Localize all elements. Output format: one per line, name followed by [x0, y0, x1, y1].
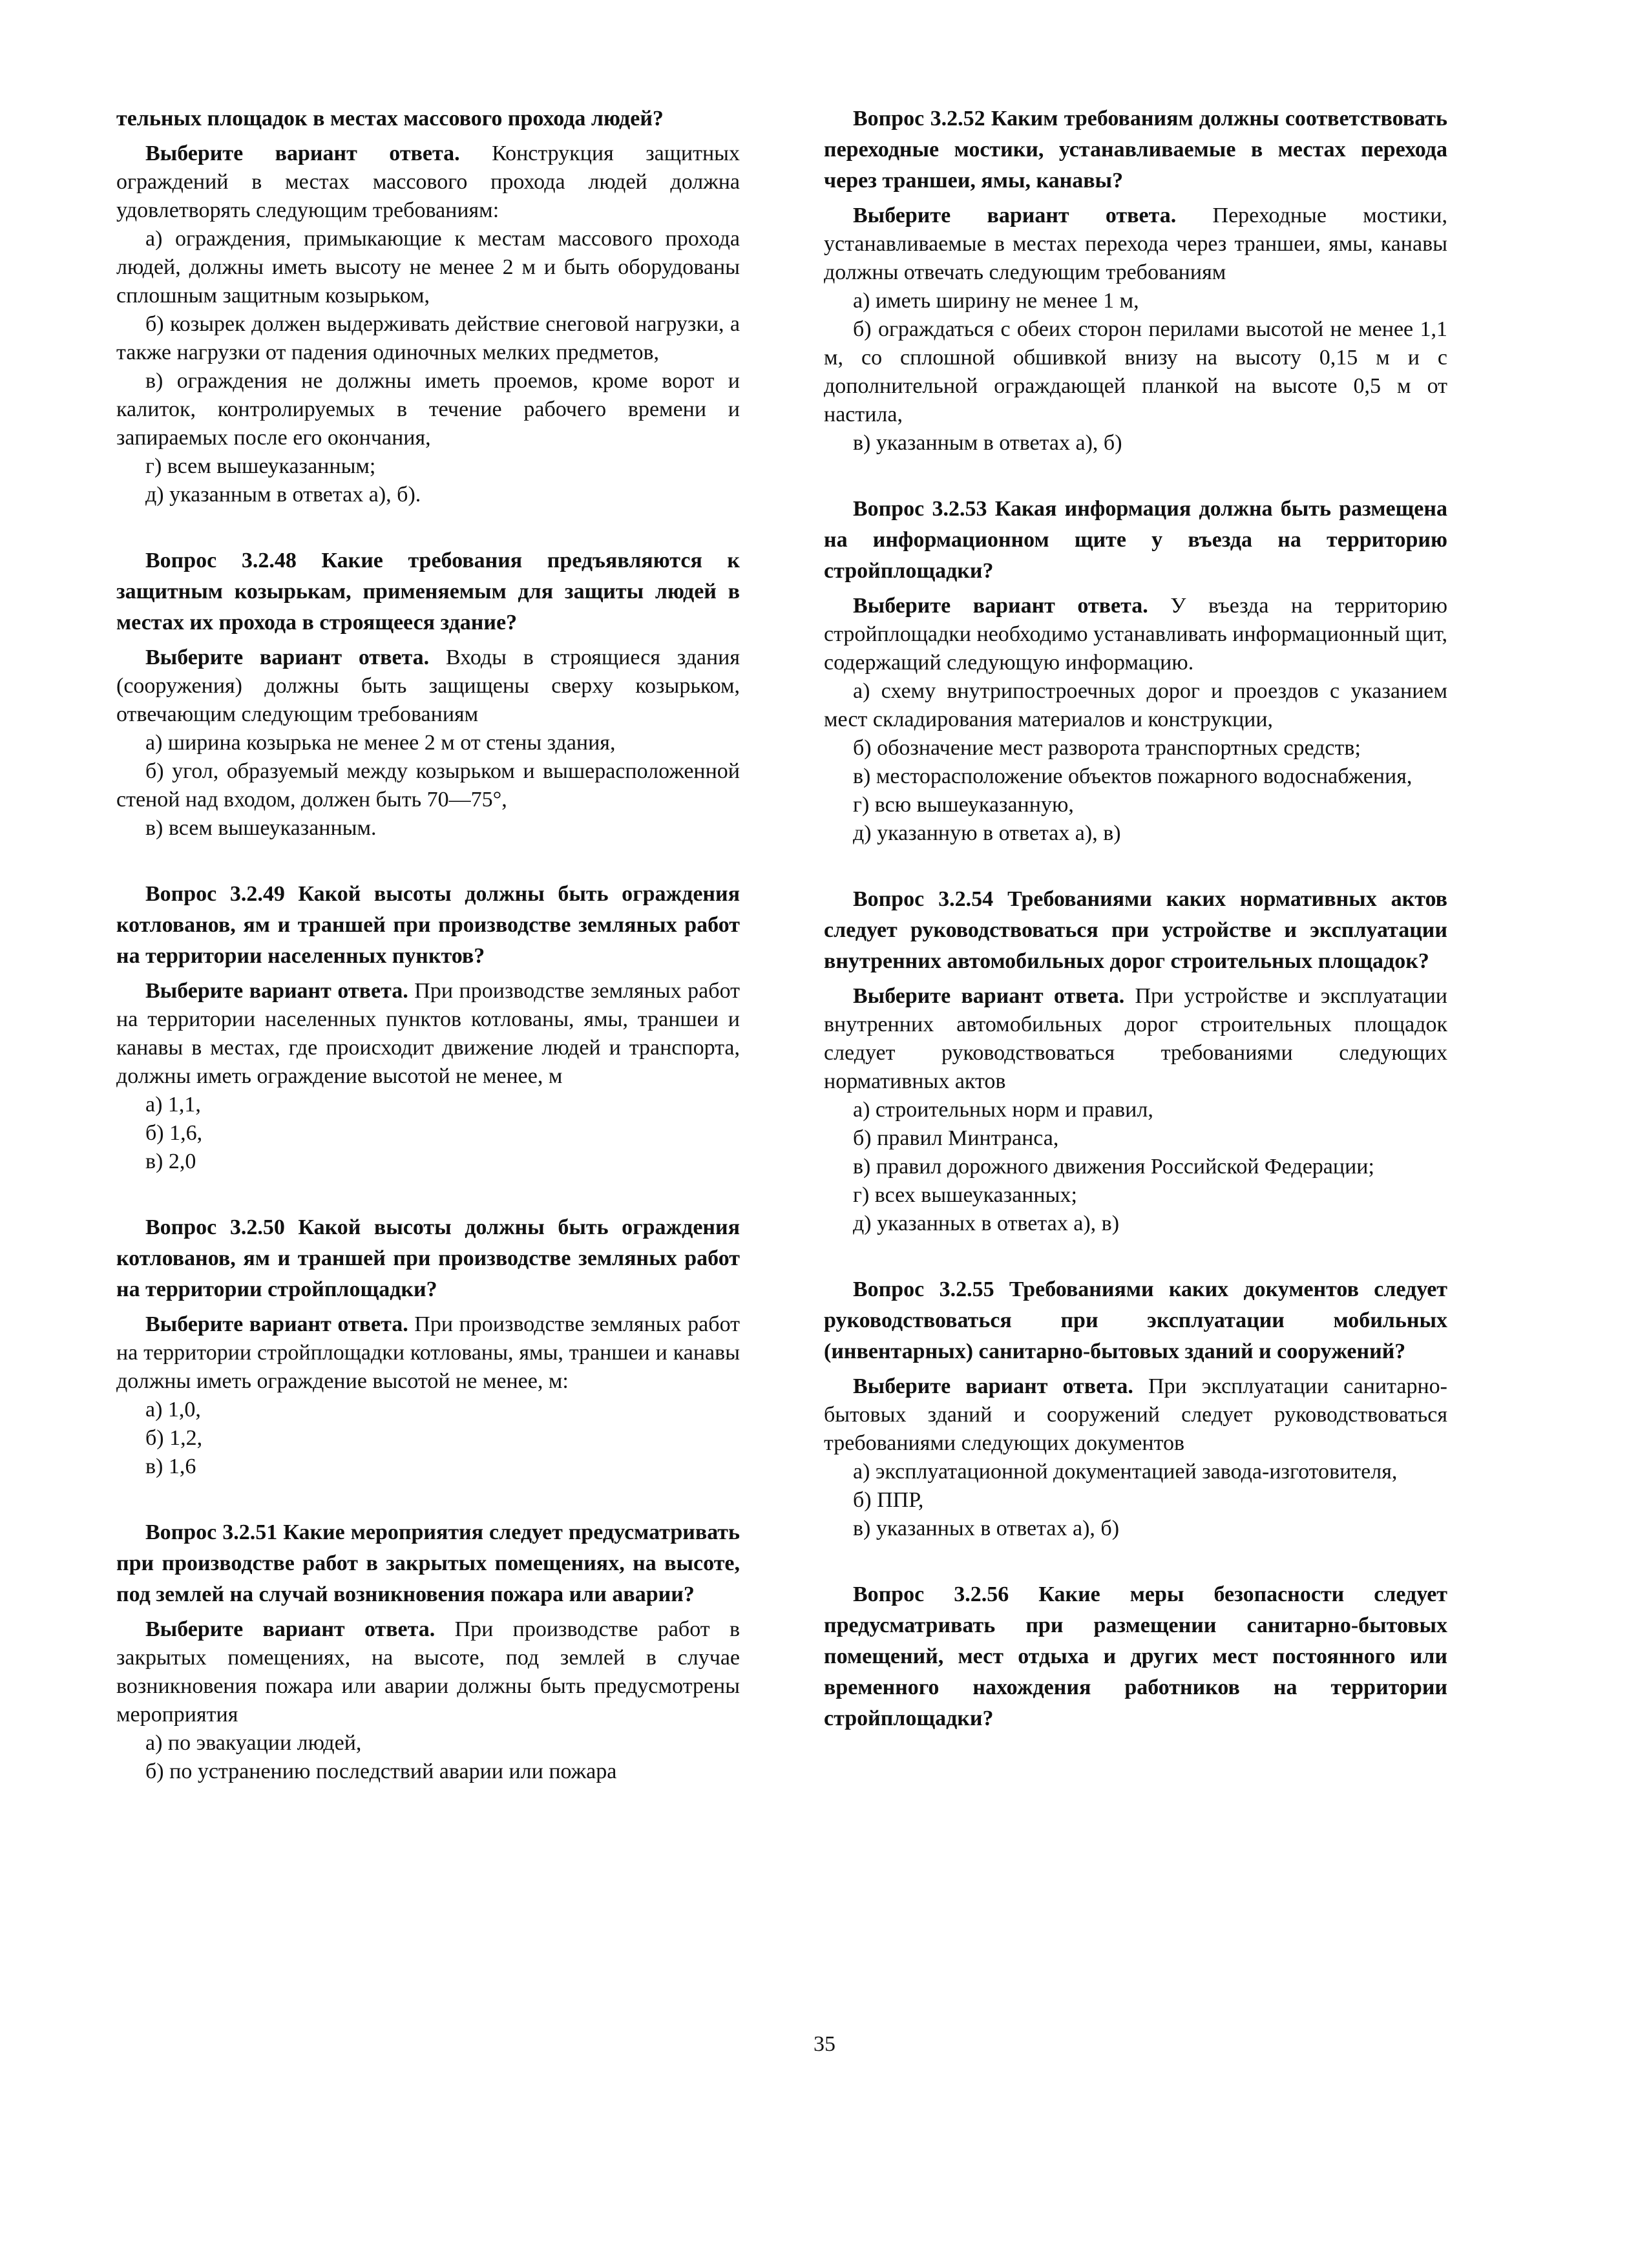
question-title: Вопрос 3.2.54 Требованиями каких нормативных актов следует руководствоваться при устройстве и эксплуатации внутренних автомобильных дорог строительных площадок?: [824, 887, 1447, 973]
answer-text: [116, 977, 740, 1091]
page-number: 35: [814, 2032, 835, 2056]
answer-option: б) по устранению последствий аварии или пожара: [145, 1759, 617, 1783]
question-3-2-47: [116, 103, 740, 509]
answer-option: а) 1,0,: [145, 1398, 201, 1422]
answer-text: [824, 1372, 1447, 1458]
answer-option: г) всем вышеуказанным;: [145, 454, 376, 478]
answer-lead: Выберите вариант ответа.: [853, 594, 1148, 618]
answer-option: в) 2,0: [145, 1150, 196, 1173]
answer-text: [824, 592, 1447, 677]
answer-option: а) ограждения, примыкающие к местам массового прохода людей, должны иметь высоту не менее 2 м и быть оборудованы сплошным защитным козырьком,: [116, 227, 740, 308]
answer-option: а) эксплуатационной документацией завода-изготовителя,: [853, 1460, 1398, 1484]
answer-option: б) обозначение мест разворота транспортных средств;: [853, 736, 1361, 760]
answer-text: [116, 140, 740, 225]
question-title: Вопрос 3.2.52 Каким требованиям должны соответствовать переходные мостики, устанавливаемые в местах перехода через траншеи, ямы, канавы?: [824, 107, 1447, 193]
answer-lead: Выберите вариант ответа.: [145, 979, 408, 1003]
answer-body: Конструкция защитных ограждений в местах массового прохода людей должна удовлетворять следующим требованиям:: [116, 142, 740, 222]
question-3-2-48: [116, 545, 740, 843]
answer-text: [116, 644, 740, 729]
answer-option: б) козырек должен выдерживать действие снеговой нагрузки, а также нагрузки от падения одиночных мелких предметов,: [116, 312, 740, 364]
answer-text: [824, 982, 1447, 1096]
answer-lead: Выберите вариант ответа.: [145, 1617, 436, 1641]
answer-text: [824, 202, 1447, 287]
question-3-2-52: [824, 103, 1447, 457]
answer-lead: Выберите вариант ответа.: [853, 984, 1125, 1008]
question-title: Вопрос 3.2.55 Требованиями каких документов следует руководствоваться при эксплуатации мобильных (инвентарных) санитарно-бытовых зданий и сооружений?: [824, 1277, 1447, 1363]
answer-option: б) ограждаться с обеих сторон перилами высотой не менее 1,1 м, со сплошной обшивкой внизу на высоту 0,15 м и с дополнительной ограждающей планкой на высоте 0,5 м от настила,: [824, 317, 1447, 426]
answer-option: г) всех вышеуказанных;: [853, 1183, 1077, 1207]
answer-body: Входы в строящиеся здания (сооружения) должны быть защищены сверху козырьком, отвечающим следующим требованиям: [116, 646, 740, 726]
question-title: Вопрос 3.2.48 Какие требования предъявляются к защитным козырькам, применяемым для защиты людей в местах их прохода в строящееся здание?: [116, 549, 740, 635]
answer-option: в) указанным в ответах а), б): [853, 431, 1122, 455]
answer-option: в) месторасположение объектов пожарного водоснабжения,: [853, 764, 1413, 788]
answer-body: При производстве земляных работ на территории населенных пунктов котлованы, ямы, траншеи и канавы в местах, где происходит движение людей и транспорта, должны иметь ограждение высотой не менее, м: [116, 979, 740, 1088]
answer-option: г) всю вышеуказанную,: [853, 793, 1074, 817]
answer-option: в) ограждения не должны иметь проемов, кроме ворот и калиток, контролируемых в течение рабочего времени и запираемых после его окончания,: [116, 369, 740, 450]
answer-option: б) угол, образуемый между козырьком и вышерасположенной стеной над входом, должен быть 70—75°,: [116, 759, 740, 812]
question-title: Вопрос 3.2.50 Какой высоты должны быть ограждения котлованов, ям и траншей при производстве земляных работ на территории стройплощадки?: [116, 1215, 740, 1301]
left-column: [116, 103, 740, 1822]
answer-option: в) 1,6: [145, 1454, 196, 1478]
answer-body: При устройстве и эксплуатации внутренних автомобильных дорог строительных площадок следует руководствоваться требованиями следующих нормативных актов: [824, 984, 1447, 1093]
answer-lead: Выберите вариант ответа.: [853, 1374, 1133, 1398]
question-3-2-53: [824, 494, 1447, 848]
answer-option: в) указанных в ответах а), б): [853, 1517, 1120, 1540]
question-title: тельных площадок в местах массового прохода людей?: [116, 107, 664, 131]
answer-option: в) правил дорожного движения Российской Федерации;: [853, 1155, 1374, 1179]
answer-text: [116, 1310, 740, 1396]
question-3-2-56: [824, 1579, 1447, 1734]
question-3-2-55: [824, 1274, 1447, 1543]
question-title: Вопрос 3.2.49 Какой высоты должны быть ограждения котлованов, ям и траншей при производстве земляных работ на территории населенных пунктов?: [116, 882, 740, 968]
answer-lead: Выберите вариант ответа.: [145, 646, 430, 669]
answer-text: [116, 1615, 740, 1729]
answer-option: а) ширина козырька не менее 2 м от стены здания,: [145, 731, 616, 755]
answer-option: б) 1,2,: [145, 1426, 203, 1450]
answer-lead: Выберите вариант ответа.: [145, 1312, 408, 1336]
answer-body: При производстве работ в закрытых помещениях, на высоте, под землей в случае возникновения пожара или аварии должны быть предусмотрены мероприятия: [116, 1617, 740, 1727]
answer-option: д) указанных в ответах а), в): [853, 1212, 1120, 1235]
question-title: Вопрос 3.2.53 Какая информация должна быть размещена на информационном щите у въезда на территорию стройплощадки?: [824, 497, 1447, 583]
answer-option: д) указанным в ответах а), б).: [145, 483, 421, 507]
answer-option: а) 1,1,: [145, 1093, 201, 1117]
answer-body: Переходные мостики, устанавливаемые в местах перехода через траншеи, ямы, канавы должны отвечать следующим требованиям: [824, 204, 1447, 284]
question-title: Вопрос 3.2.56 Какие меры безопасности следует предусматривать при размещении санитарно-бытовых помещений, мест отдыха и других мест постоянного или временного нахождения работников на территории стройплощадки?: [824, 1582, 1447, 1730]
answer-option: б) 1,6,: [145, 1121, 203, 1145]
answer-option: б) ППР,: [853, 1488, 924, 1512]
answer-body: У въезда на территорию стройплощадки необходимо устанавливать информационный щит, содержащий следующую информацию.: [824, 594, 1447, 675]
answer-lead: Выберите вариант ответа.: [853, 204, 1177, 227]
answer-option: а) строительных норм и правил,: [853, 1098, 1153, 1122]
answer-option: а) схему внутрипостроечных дорог и проездов с указанием мест складирования материалов и конструкции,: [824, 679, 1447, 731]
question-3-2-54: [824, 884, 1447, 1238]
right-column: [824, 103, 1447, 1770]
answer-lead: Выберите вариант ответа.: [145, 142, 460, 165]
question-3-2-49: [116, 879, 740, 1176]
question-title: Вопрос 3.2.51 Какие мероприятия следует предусматривать при производстве работ в закрытых помещениях, на высоте, под землей на случай возникновения пожара или аварии?: [116, 1520, 740, 1606]
question-3-2-50: [116, 1212, 740, 1481]
question-3-2-51: [116, 1517, 740, 1786]
answer-option: д) указанную в ответах а), в): [853, 821, 1121, 845]
answer-body: При производстве земляных работ на территории стройплощадки котлованы, ямы, траншеи и канавы должны иметь ограждение высотой не менее, м:: [116, 1312, 740, 1393]
answer-option: б) правил Минтранса,: [853, 1126, 1059, 1150]
answer-option: в) всем вышеуказанным.: [145, 816, 377, 840]
answer-body: При эксплуатации санитарно-бытовых зданий и сооружений следует руководствоваться требованиями следующих документов: [824, 1374, 1448, 1455]
answer-option: а) по эвакуации людей,: [145, 1731, 362, 1755]
answer-option: а) иметь ширину не менее 1 м,: [853, 289, 1139, 313]
